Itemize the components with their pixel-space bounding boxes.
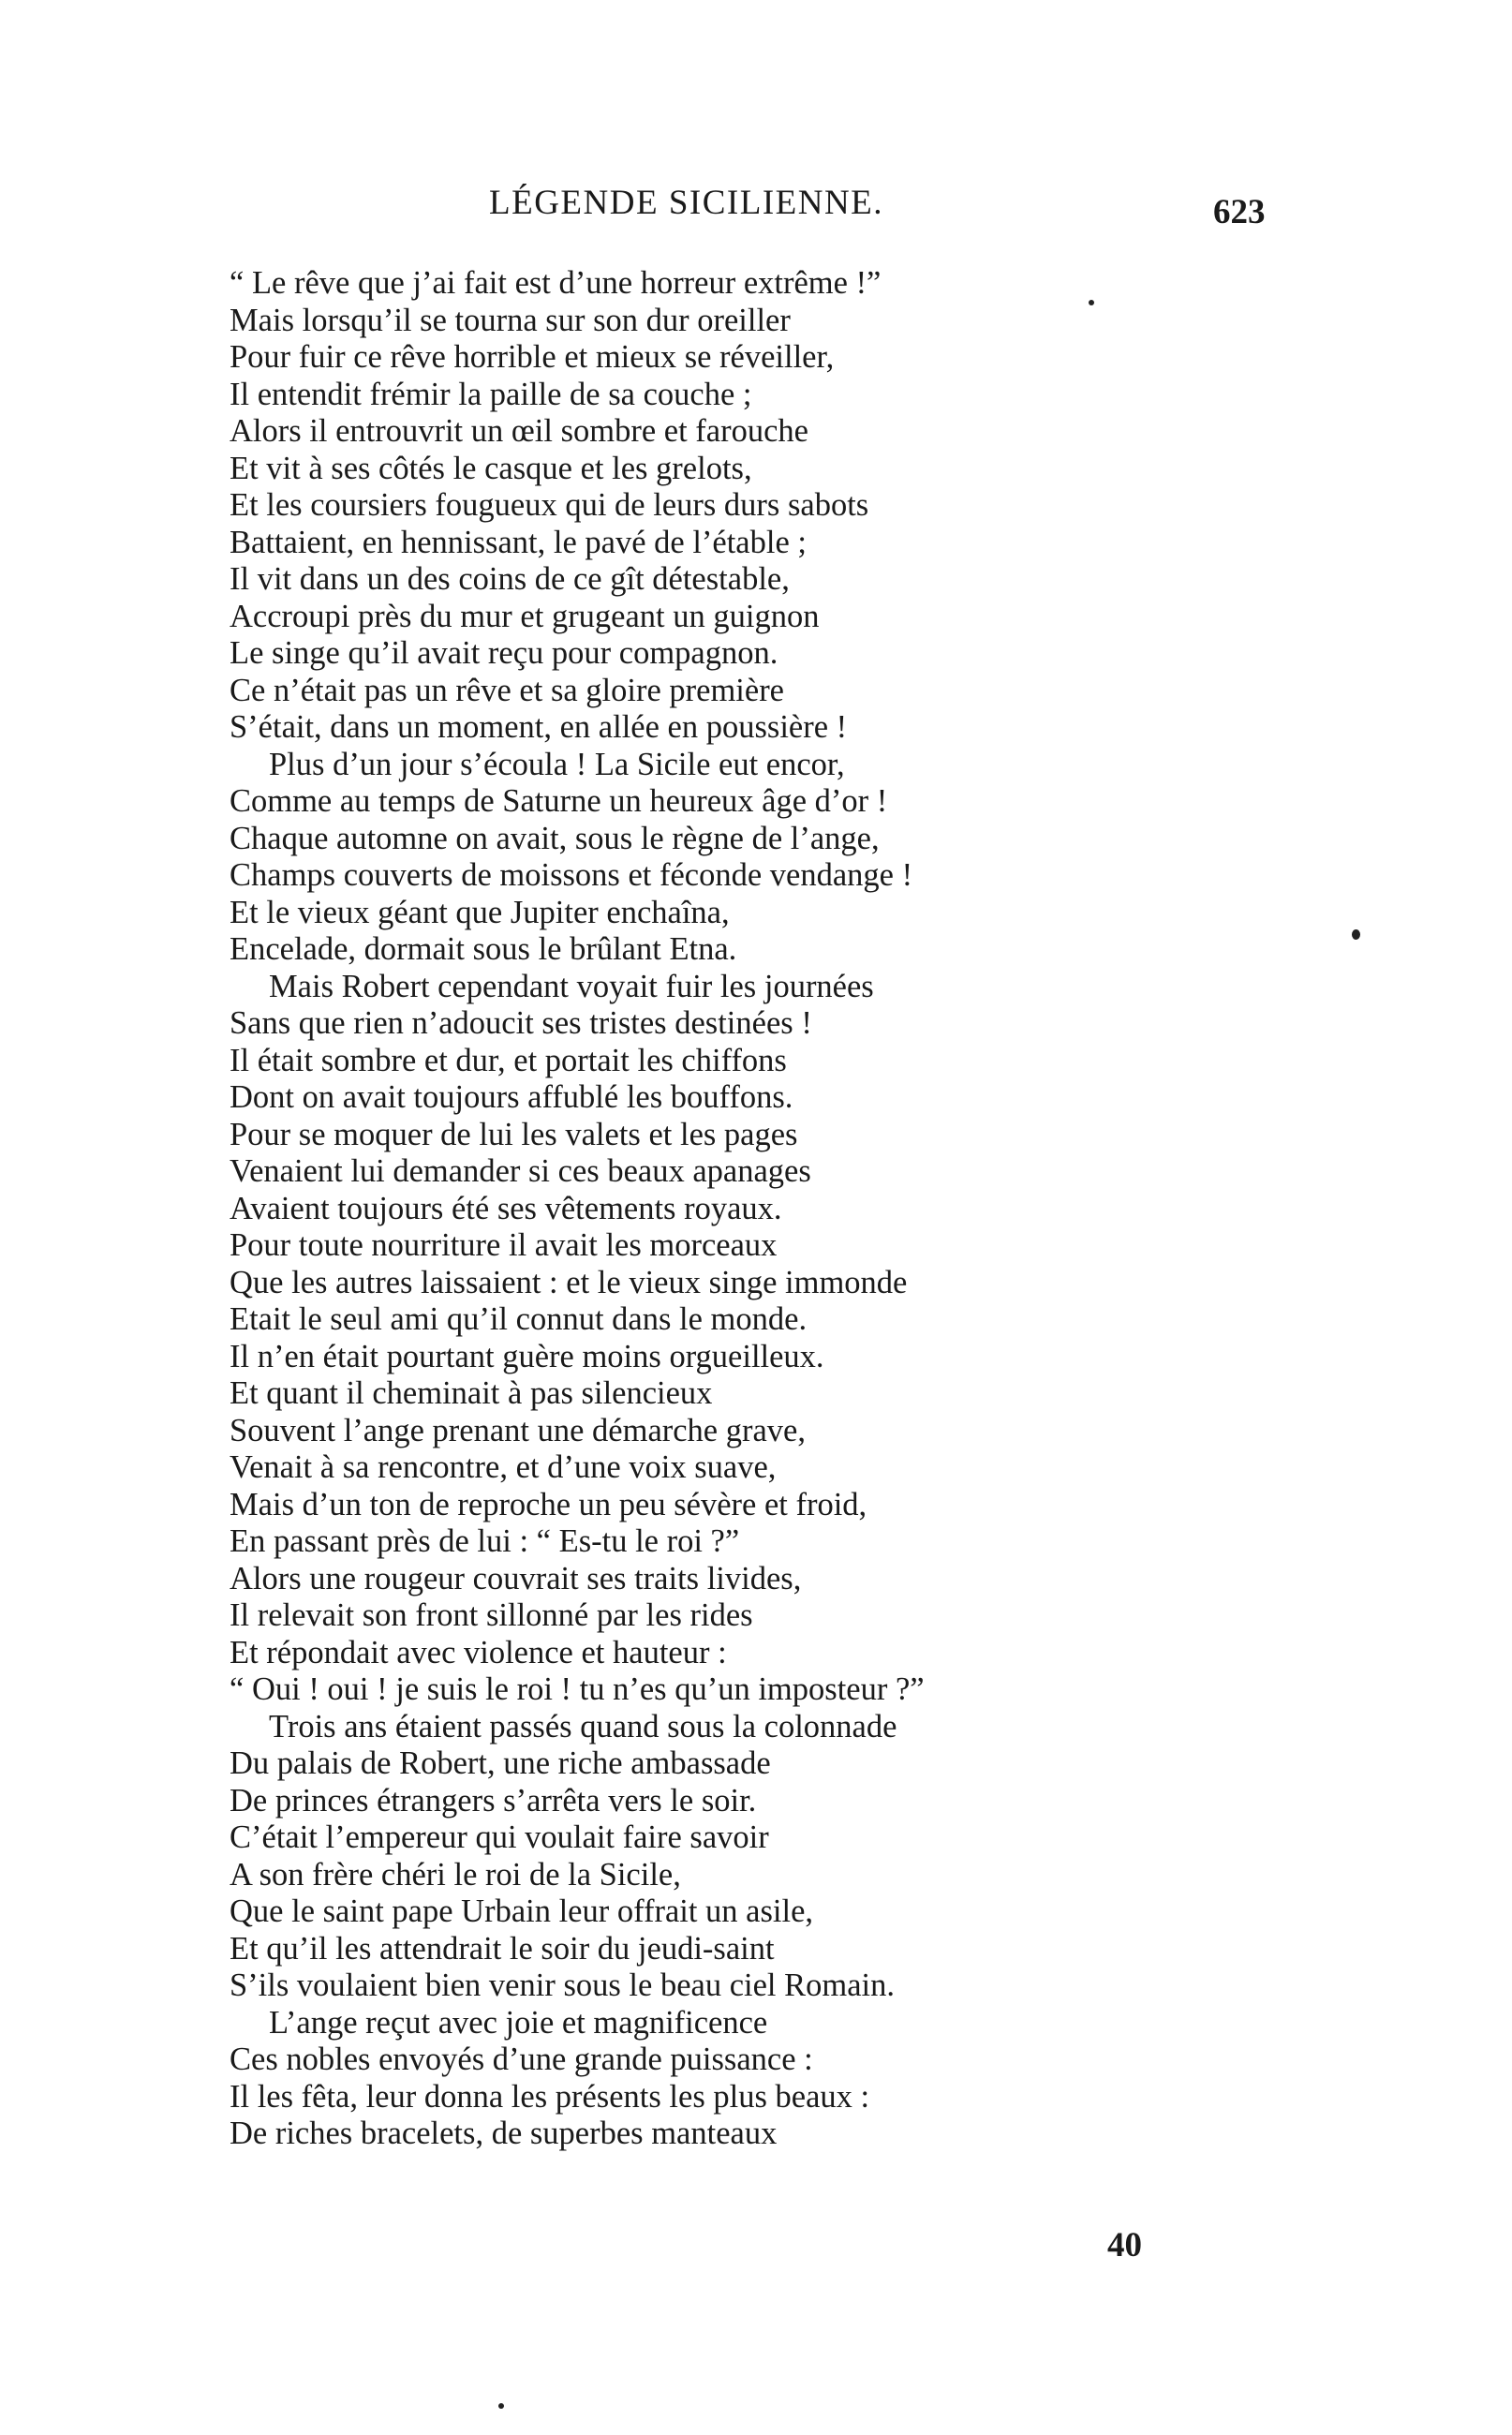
- poem-line: Il les fêta, leur donna les présents les plus beaux :: [230, 2078, 870, 2115]
- poem-line: Ce n’était pas un rêve et sa gloire première: [230, 672, 784, 708]
- poem-line: “ Le rêve que j’ai fait est d’une horreur extrême !”: [230, 265, 882, 301]
- poem-line: Sans que rien n’adoucit ses tristes destinées !: [230, 1005, 812, 1041]
- poem-line: Et répondait avec violence et hauteur :: [230, 1634, 727, 1670]
- poem-line: Que les autres laissaient : et le vieux singe immonde: [230, 1264, 908, 1300]
- ink-speck: [1089, 300, 1094, 305]
- ink-speck: [498, 2403, 504, 2409]
- poem-line: Il n’en était pourtant guère moins orgueilleux.: [230, 1338, 824, 1374]
- poem-line: De princes étrangers s’arrêta vers le soir.: [230, 1782, 757, 1819]
- poem-line: Et vit à ses côtés le casque et les grelots,: [230, 450, 752, 486]
- poem-line: Encelade, dormait sous le brûlant Etna.: [230, 931, 737, 967]
- ink-speck: [1352, 929, 1360, 940]
- page-number: 623: [1213, 193, 1266, 231]
- poem-line: Pour fuir ce rêve horrible et mieux se réveiller,: [230, 339, 835, 375]
- poem-line: Mais lorsqu’il se tourna sur son dur oreiller: [230, 302, 791, 338]
- poem-line: Mais Robert cependant voyait fuir les journées: [269, 968, 874, 1004]
- poem-line: Dont on avait toujours affublé les bouffons.: [230, 1079, 793, 1115]
- poem-line: S’était, dans un moment, en allée en poussière !: [230, 709, 848, 745]
- poem-line: Champs couverts de moissons et féconde vendange !: [230, 857, 913, 893]
- poem-line: Pour se moquer de lui les valets et les pages: [230, 1116, 798, 1152]
- poem-line: Venait à sa rencontre, et d’une voix suave,: [230, 1449, 777, 1485]
- poem-line: Etait le seul ami qu’il connut dans le monde.: [230, 1301, 808, 1337]
- poem-line: En passant près de lui : “ Es-tu le roi ?”: [230, 1523, 740, 1559]
- poem-line: Accroupi près du mur et grugeant un guignon: [230, 598, 820, 634]
- poem-line: Et quant il cheminait à pas silencieux: [230, 1375, 713, 1411]
- poem-line: Battaient, en hennissant, le pavé de l’étable ;: [230, 524, 807, 560]
- poem-line: Souvent l’ange prenant une démarche grave,: [230, 1412, 806, 1448]
- poem-line: Et les coursiers fougueux qui de leurs durs sabots: [230, 487, 869, 523]
- poem-line: “ Oui ! oui ! je suis le roi ! tu n’es qu’un imposteur ?”: [230, 1671, 925, 1707]
- poem-line: Venaient lui demander si ces beaux apanages: [230, 1153, 811, 1189]
- poem-line: Mais d’un ton de reproche un peu sévère et froid,: [230, 1486, 867, 1522]
- poem-line: Trois ans étaient passés quand sous la colonnade: [269, 1708, 897, 1745]
- running-title: LÉGENDE SICILIENNE.: [489, 184, 884, 222]
- poem-line: Il entendit frémir la paille de sa couche ;: [230, 376, 752, 412]
- signature-mark: 40: [1107, 2226, 1142, 2264]
- poem-line: Il vit dans un des coins de ce gît détestable,: [230, 561, 790, 597]
- poem-line: De riches bracelets, de superbes manteaux: [230, 2116, 778, 2151]
- poem-line: Pour toute nourriture il avait les morceaux: [230, 1227, 778, 1263]
- poem-line: Alors il entrouvrit un œil sombre et farouche: [230, 413, 808, 449]
- poem-line: A son frère chéri le roi de la Sicile,: [230, 1856, 681, 1893]
- poem-line: Il était sombre et dur, et portait les chiffons: [230, 1042, 787, 1078]
- poem-line: Et qu’il les attendrait le soir du jeudi-saint: [230, 1930, 775, 1967]
- poem-line: Avaient toujours été ses vêtements royaux.: [230, 1190, 782, 1226]
- poem-line: Alors une rougeur couvrait ses traits livides,: [230, 1560, 802, 1596]
- poem-line: Que le saint pape Urbain leur offrait un asile,: [230, 1893, 814, 1929]
- poem-line: Du palais de Robert, une riche ambassade: [230, 1745, 771, 1781]
- poem-line: Chaque automne on avait, sous le règne de l’ange,: [230, 820, 880, 856]
- poem-line: S’ils voulaient bien venir sous le beau ciel Romain.: [230, 1967, 895, 2003]
- poem-line: Comme au temps de Saturne un heureux âge d’or !: [230, 783, 888, 819]
- poem-line: Et le vieux géant que Jupiter enchaîna,: [230, 894, 730, 930]
- poem-line: Le singe qu’il avait reçu pour compagnon.: [230, 635, 778, 671]
- poem-line: Il relevait son front sillonné par les rides: [230, 1597, 753, 1633]
- poem-line: Ces nobles envoyés d’une grande puissance :: [230, 2042, 813, 2077]
- poem-text: [230, 265, 1354, 2153]
- poem-line: C’était l’empereur qui voulait faire savoir: [230, 1819, 769, 1855]
- poem-line: Plus d’un jour s’écoula ! La Sicile eut encor,: [269, 746, 845, 782]
- poem-line: L’ange reçut avec joie et magnificence: [269, 2004, 768, 2041]
